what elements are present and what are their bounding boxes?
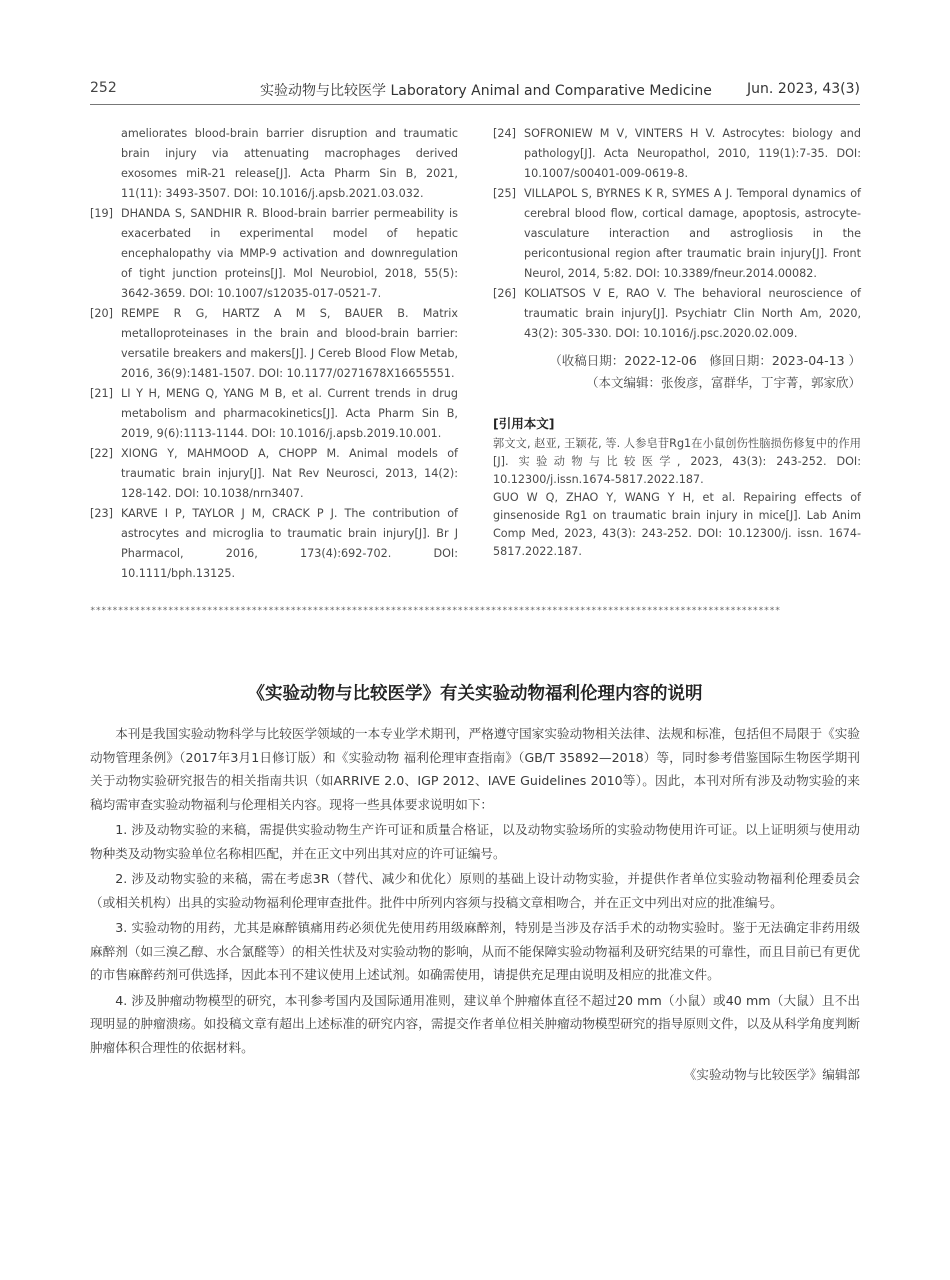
notice-paragraph: 2. 涉及动物实验的来稿，需在考虑3R（替代、减少和优化）原则的基础上设计动物实验，并提供作者单位实验动物福利伦理委员会（或相关机构）出具的实验动物福利伦理审查批件。批件中所列内容须与投稿文章相吻合，并在正文中列出对应的批准编号。 [90,871,860,910]
notice-paragraph: 4. 涉及肿瘤动物模型的研究，本刊参考国内及国际通用准则，建议单个肿瘤体直径不超过20 mm（小鼠）或40 mm（大鼠）且不出现明显的肿瘤溃疡。如投稿文章有超出上述标准的研究内容，需提交作者单位相关肿瘤动物模型研究的指导原则文件，以及从科学角度判断肿瘤体积合理性的依据材料。 [90,992,860,1055]
reference-item [493,284,861,344]
reference-text: DHANDA S, SANDHIR R. Blood-brain barrier permeability is exacerbated in experimental model of hepatic encephalopathy via MMP-9 activation and downregulation of tight junction proteins[J]. Mol Neurobiol, 2018, 55(5): 3642-3659. DOI: 10.1007/s12035-017-0521-7. [121,207,458,300]
star-divider: **************************************************************************************************************************** [90,606,781,616]
reference-item [90,504,458,584]
citation-heading: [引用本文] [493,416,555,431]
reference-number: [19] [90,207,113,220]
page-number: 252 [90,80,117,96]
reference-text: ameliorates blood-brain barrier disruption and traumatic brain injury via attenuating macrophages derived exosomes miR-21 release[J]. Acta Pharm Sin B, 2021, 11(11): 3493-3507. DOI: 10.1016/j.apsb.2021.03.032. [121,127,458,200]
reference-number: [20] [90,307,113,320]
reference-text: VILLAPOL S, BYRNES K R, SYMES A J. Temporal dynamics of cerebral blood flow, cortical damage, apoptosis, astrocyte-vasculature interaction and astrogliosis in the pericontusional region after traumatic brain injury[J]. Front Neurol, 2014, 5:82. DOI: 10.3389/fneur.2014.00082. [524,187,861,280]
reference-item [90,304,458,384]
reference-text: XIONG Y, MAHMOOD A, CHOPP M. Animal models of traumatic brain injury[J]. Nat Rev Neurosci, 2013, 14(2): 128-142. DOI: 10.1038/nrn3407. [121,447,458,500]
reference-text: REMPE R G, HARTZ A M S, BAUER B. Matrix metalloproteinases in the brain and blood-brain barrier: versatile breakers and makers[J]. J Cereb Blood Flow Metab, 2016, 36(9):1481-1507. DOI: 10.1177/0271678X16655551. [121,307,458,380]
reference-text: KARVE I P, TAYLOR J M, CRACK P J. The contribution of astrocytes and microglia to traumatic brain injury[J]. Br J Pharmacol, 2016, 173(4):692-702. DOI: 10.1111/bph.13125. [121,507,458,580]
reference-text: LI Y H, MENG Q, YANG M B, et al. Current trends in drug metabolism and pharmacokinetics[J]. Acta Pharm Sin B, 2019, 9(6):1113-1144. DOI: 10.1016/j.apsb.2019.10.001. [121,387,458,440]
reference-item [493,184,861,284]
right-reference-column [493,124,861,561]
reference-number: [21] [90,387,113,400]
reference-number: [24] [493,127,516,140]
citation-chinese: 郭文文, 赵亚, 王颖花, 等. 人参皂苷Rg1在小鼠创伤性脑损伤修复中的作用[J]. 实验动物与比较医学, 2023, 43(3): 243-252. DOI: 10.12300/j.issn.1674-5817.2022.187. [493,437,861,486]
reference-number: [25] [493,187,516,200]
left-reference-column [90,124,458,584]
reference-number: [23] [90,507,113,520]
editorial-signature: 《实验动物与比较医学》编辑部 [683,1067,860,1082]
reference-item [493,124,861,184]
notice-title: 《实验动物与比较医学》有关实验动物福利伦理内容的说明 [247,684,703,704]
editors-line: （本文编辑：张俊彦，富群华，丁宇菁，郭家欣） [585,375,861,390]
journal-title: 实验动物与比较医学 Laboratory Animal and Comparative Medicine [260,83,712,99]
issue-info: Jun. 2023, 43(3) [747,81,860,97]
citation-english: GUO W Q, ZHAO Y, WANG Y H, et al. Repairing effects of ginsenoside Rg1 on traumatic brain injury in mice[J]. Lab Anim Comp Med, 2023, 43(3): 243-252. DOI: 10.12300/j. issn. 1674-5817.2022.187. [493,491,861,558]
notice-paragraph: 本刊是我国实验动物科学与比较医学领域的一本专业学术期刊，严格遵守国家实验动物相关法律、法规和标准，包括但不局限于《实验动物管理条例》（2017年3月1日修订版）和《实验动物 福利伦理审查指南》（GB/T 35892—2018）等，同时参考借鉴国际生物医学期刊关于动物实验研究报告的相关指南共识（如ARRIVE 2.0、IGP 2012、IAVE Guidelines 2010等）。因此，本刊对所有涉及动物实验的来稿均需审查实验动物福利与伦理相关内容。现将一些具体要求说明如下： [90,726,860,812]
reference-text: KOLIATSOS V E, RAO V. The behavioral neuroscience of traumatic brain injury[J]. Psychiatr Clin North Am, 2020, 43(2): 305-330. DOI: 10.1016/j.psc.2020.02.009. [524,287,861,340]
reference-item [90,444,458,504]
notice-paragraph: 3. 实验动物的用药，尤其是麻醉镇痛用药必须优先使用药用级麻醉剂，特别是当涉及存活手术的动物实验时。鉴于无法确定非药用级麻醉剂（如三溴乙醇、水合氯醛等）的相关性状及对实验动物的影响，从而不能保障实验动物福利及研究结果的可靠性，而且目前已有更优的市售麻醉药剂可供选择，因此本刊不建议使用上述试剂。如确需使用，请提供充足理由说明及相应的批准文件。 [90,920,860,982]
header-rule [90,104,860,105]
reference-item [90,124,458,204]
reference-item [90,384,458,444]
running-header [90,80,860,104]
notice-paragraph: 1. 涉及动物实验的来稿，需提供实验动物生产许可证和质量合格证，以及动物实验场所的实验动物使用许可证。以上证明须与使用动物种类及动物实验单位名称相匹配，并在正文中列出其对应的许可证编号。 [90,822,860,861]
reference-number: [22] [90,447,113,460]
reference-text: SOFRONIEW M V, VINTERS H V. Astrocytes: biology and pathology[J]. Acta Neuropathol, 2010, 119(1):7-35. DOI: 10.1007/s00401-009-0619-8. [524,127,861,180]
notice-body [90,722,860,1089]
reference-item [90,204,458,304]
reference-number: [26] [493,287,516,300]
received-revised-dates: （收稿日期：2022-12-06 修回日期：2023-04-13 ） [549,353,861,368]
